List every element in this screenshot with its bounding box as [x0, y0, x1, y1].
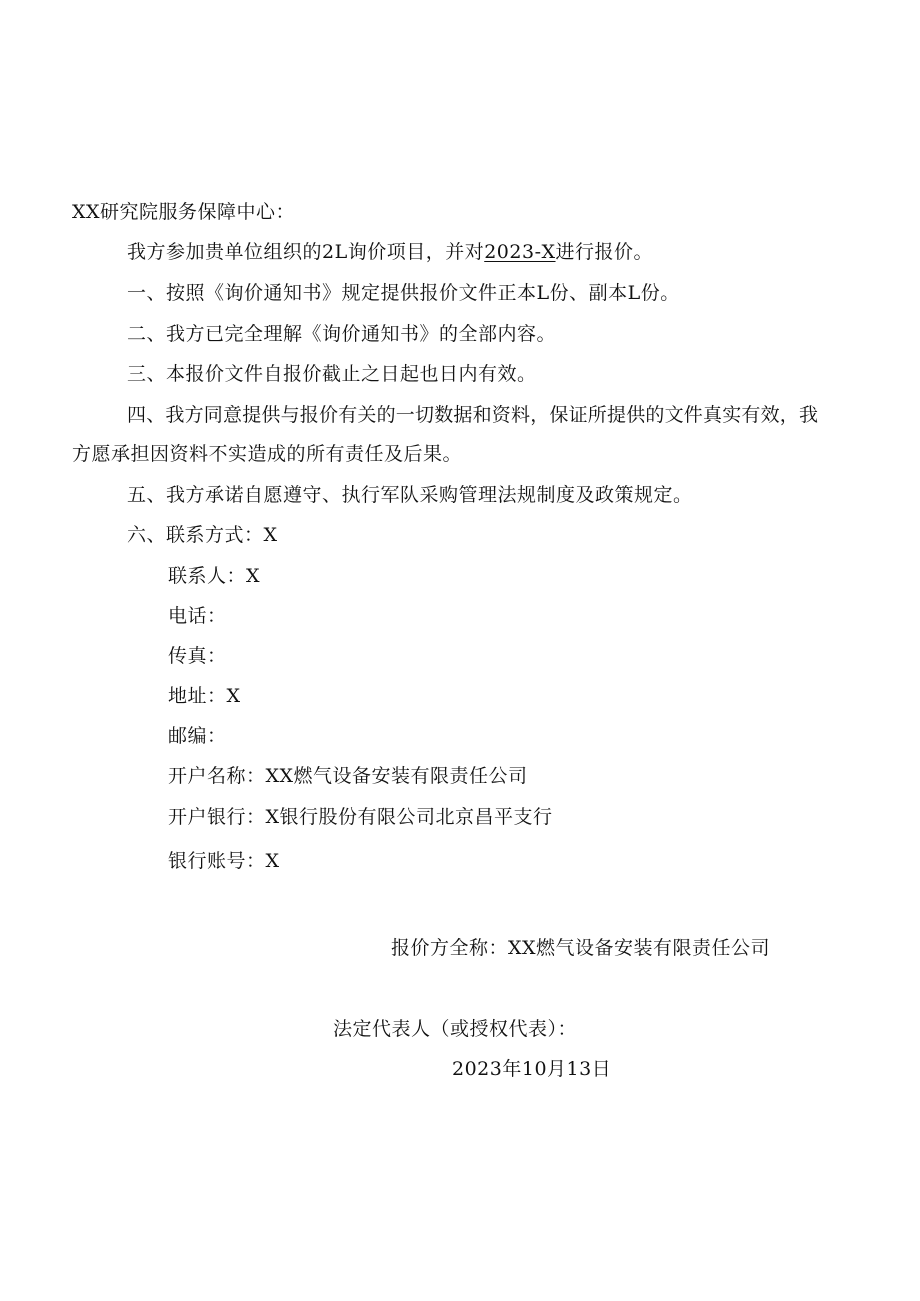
bank: 开户银行：X银行股份有限公司北京昌平支行: [168, 806, 553, 828]
intro-project-code: 2023-X: [484, 241, 556, 263]
fax: 传真：: [168, 645, 227, 667]
legal-representative: 法定代表人（或授权代表）：: [333, 1018, 578, 1040]
item-6: 六、联系方式：X: [127, 524, 278, 546]
postcode: 邮编：: [168, 725, 227, 747]
item-4-line-1: 四、我方同意提供与报价有关的一切数据和资料，保证所提供的文件真实有效，我: [127, 404, 819, 426]
intro-prefix: 我方参加贵单位组织的2L询价项目，并对: [127, 241, 485, 263]
bidder-full-name: 报价方全称：XX燃气设备安装有限责任公司: [391, 937, 771, 959]
account-name: 开户名称：XX燃气设备安装有限责任公司: [168, 765, 528, 787]
addressee: XX研究院服务保障中心：: [72, 201, 296, 223]
item-2: 二、我方已完全理解《询价通知书》的全部内容。: [127, 323, 557, 345]
signature-date: 2023年10月13日: [452, 1058, 612, 1080]
item-5: 五、我方承诺自愿遵守、执行军队采购管理法规制度及政策规定。: [127, 484, 693, 506]
item-3: 三、本报价文件自报价截止之日起也日内有效。: [127, 363, 537, 385]
item-4-line-2: 方愿承担因资料不实造成的所有责任及后果。: [72, 443, 463, 465]
item-1: 一、按照《询价通知书》规定提供报价文件正本L份、副本L份。: [127, 282, 680, 304]
intro-suffix: 进行报价。: [555, 241, 654, 263]
address: 地址：X: [168, 685, 241, 707]
account-number: 银行账号：X: [168, 850, 280, 872]
phone: 电话：: [168, 605, 227, 627]
contact-person: 联系人：X: [168, 565, 261, 587]
intro-paragraph: [127, 240, 653, 264]
